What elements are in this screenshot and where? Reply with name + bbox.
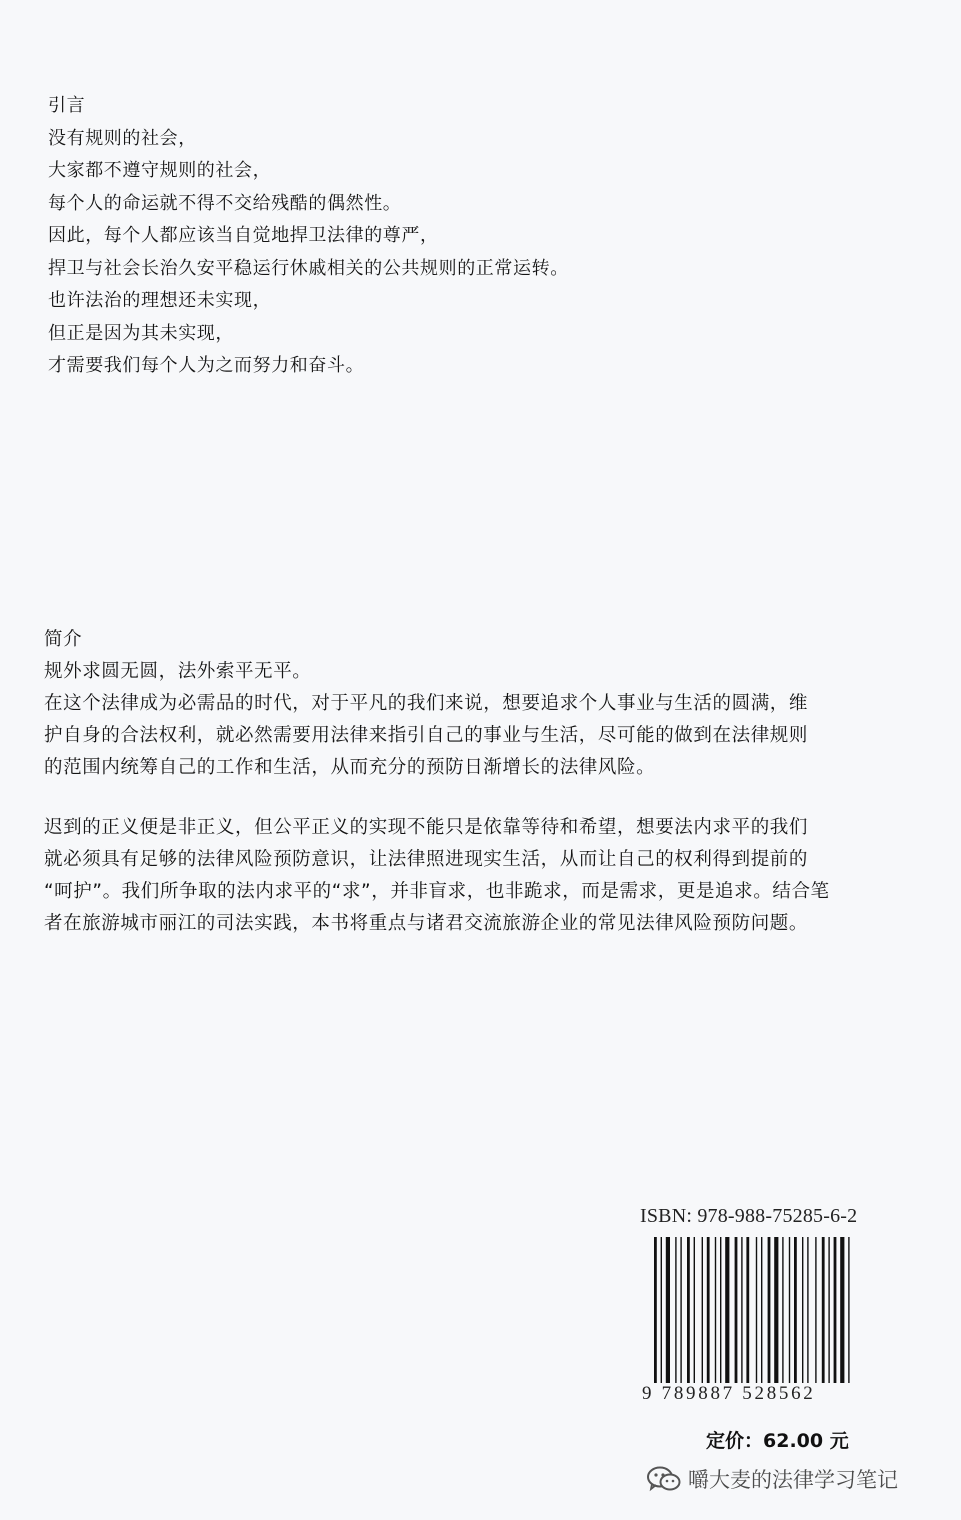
barcode-bar: [768, 1237, 771, 1383]
barcode-bar: [746, 1237, 749, 1383]
watermark: [646, 1464, 898, 1494]
summary-line: 在这个法律成为必需品的时代，对于平凡的我们来说，想要追求个人事业与生活的圆满，维: [44, 693, 809, 714]
summary-line: 规外求圆无圆，法外索平无平。: [44, 661, 312, 682]
barcode-bar: [666, 1237, 670, 1383]
isbn-label: ISBN: 978-988-75285-6-2: [640, 1205, 858, 1227]
summary-section: [44, 624, 894, 940]
barcode-bar: [654, 1237, 657, 1383]
barcode-bar: [822, 1237, 825, 1383]
barcode-bar: [815, 1237, 816, 1383]
wechat-icon: [646, 1465, 682, 1493]
barcode-bar: [675, 1237, 676, 1383]
barcode-bar: [680, 1237, 681, 1383]
watermark-text: 嚼大麦的法律学习笔记: [688, 1468, 898, 1492]
paragraph-gap: [44, 784, 894, 812]
barcode-bar: [735, 1237, 738, 1383]
barcode-image: [654, 1237, 858, 1383]
summary-line: “呵护”。我们所争取的法内求平的“求”，并非盲求，也非跪求，而是需求，更是追求。结合笔: [44, 881, 830, 902]
intro-heading: 引言: [48, 95, 86, 116]
intro-line: 也许法治的理想还未实现，: [48, 290, 272, 311]
intro-line: 因此，每个人都应该当自觉地捍卫法律的尊严，: [48, 225, 439, 246]
summary-line: 迟到的正义便是非正义，但公平正义的实现不能只是依靠等待和希望，想要法内求平的我们: [44, 817, 809, 838]
intro-line: 但正是因为其未实现，: [48, 322, 234, 344]
summary-heading: 简介: [44, 629, 83, 650]
barcode-bar: [848, 1237, 849, 1383]
barcode-bar: [715, 1237, 716, 1383]
barcode-bar: [720, 1237, 721, 1383]
barcode-bar: [834, 1237, 837, 1383]
barcode-bar: [789, 1237, 790, 1383]
isbn-barcode-block: [640, 1205, 870, 1435]
barcode-bar: [702, 1237, 703, 1383]
barcode-bar: [756, 1237, 757, 1383]
intro-line: 每个人的命运就不得不交给残酷的偶然性。: [48, 192, 402, 214]
intro-line: 大家都不遵守规则的社会，: [48, 160, 272, 181]
barcode-bar: [807, 1237, 808, 1383]
barcode-bar: [828, 1237, 829, 1383]
intro-line: 没有规则的社会，: [48, 127, 197, 149]
barcode-bar: [694, 1237, 695, 1383]
barcode-bar: [741, 1237, 742, 1383]
barcode-bar: [782, 1237, 783, 1383]
barcode-bar: [687, 1237, 690, 1383]
intro-section: [48, 90, 888, 383]
barcode-digits: 9 789887 528562: [642, 1383, 816, 1404]
summary-line: 的范围内统筹自己的工作和生活，从而充分的预防日渐增长的法律风险。: [44, 757, 656, 778]
intro-line: 捍卫与社会长治久安平稳运行休戚相关的公共规则的正常运转。: [48, 257, 569, 279]
barcode-bar: [802, 1237, 803, 1383]
barcode-bar: [725, 1237, 729, 1383]
barcode-bar: [707, 1237, 710, 1383]
price-label: 定价：62.00 元: [706, 1430, 849, 1452]
barcode-bar: [774, 1237, 778, 1383]
summary-line: 护自身的合法权利，就必然需要用法律来指引自己的事业与生活，尽可能的做到在法律规则: [44, 725, 809, 746]
barcode-bar: [661, 1237, 662, 1383]
summary-line: 就必须具有足够的法律风险预防意识，让法律照进现实生活，从而让自己的权利得到提前的: [44, 849, 809, 870]
summary-line: 者在旅游城市丽江的司法实践，本书将重点与诸君交流旅游企业的常见法律风险预防问题。: [44, 913, 809, 934]
intro-line: 才需要我们每个人为之而努力和奋斗。: [48, 355, 365, 376]
barcode-bar: [840, 1237, 844, 1383]
barcode-bar: [794, 1237, 797, 1383]
barcode-bar: [761, 1237, 762, 1383]
